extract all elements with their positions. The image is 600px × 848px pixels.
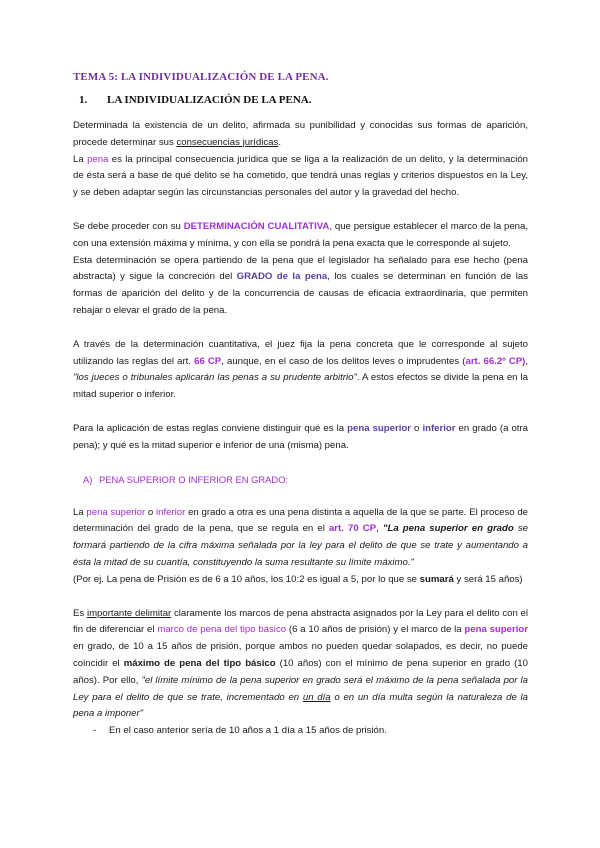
article-ref: art. 70 CP	[328, 523, 377, 535]
text: La	[73, 506, 87, 518]
term-determinacion-cualitativa: DETERMINACIÓN CUALITATIVA	[183, 220, 330, 232]
paragraph-reglas	[73, 421, 528, 455]
text: . A estos efectos se divide la pena en la mitad superior o inferior.	[73, 372, 528, 401]
paragraph-delimitar	[73, 606, 528, 724]
text: Para la aplicación de estas reglas conviene distinguir qué es la	[73, 422, 348, 434]
term-pena: pena	[87, 153, 109, 165]
bold-text: máximo de pena del tipo básico	[123, 657, 276, 669]
paragraph-determinacion	[73, 219, 528, 253]
text: claramente los marcos de pena abstracta asignados por la Ley para el delito con el fin de diferenciar el	[73, 607, 528, 636]
document-body	[73, 70, 528, 739]
paragraph-intro	[73, 118, 528, 152]
subsection-heading	[83, 472, 528, 488]
text: es la principal consecuencia jurídica que se liga a la realización de un delito, y la determinación de ésta será a base de qué delito se ha cometido, que tendrá unas reglas y criterios dispuestos en la Ley, y se deben adaptar según las circunstancias personales del autor y la gravedad del hecho.	[73, 153, 528, 199]
quote: "el límite mínimo de la pena superior en grado será el máximo de la pena señalada por la Ley para el delito de que se trate, incrementado en	[73, 674, 528, 703]
quote-bold: "La pena superior en grado	[382, 523, 514, 535]
paragraph-pena	[73, 152, 528, 202]
bullet-dash: -	[93, 725, 97, 737]
bullet-text: En el caso anterior sería de 10 años a 1 día a 15 años de prisión.	[109, 725, 387, 737]
term-pena-superior: pena superior	[347, 422, 411, 434]
text: Determinada la existencia de un delito, afirmada su punibilidad y conocidas sus formas de aparición, procede determinar sus	[73, 120, 528, 148]
text: en grado, de 10 a 15 años de prisión, porque ambos no pueden quedar solapados, es decir, no puede coincidir el	[73, 641, 528, 669]
quote-underlined: un día	[302, 691, 331, 703]
text: Se debe proceder con su	[73, 220, 184, 232]
text: La	[73, 153, 88, 165]
bold-text: sumará	[419, 573, 454, 585]
text: , los cuales se determinan en función de las formas de aparición del delito y de la concurrencia de causas de eficacia extraordinaria, que permiten rebajar o elevar el grado de la pena.	[73, 271, 529, 316]
article-ref: art. 66.2º CP)	[465, 355, 526, 367]
paragraph-ejemplo	[73, 572, 528, 589]
term-grado: GRADO de la pena	[236, 271, 328, 283]
text: o	[145, 506, 156, 518]
text: Esta determinación se opera partiendo de la pena que el legislador ha señalado para ese hecho (pena abstracta) y sigue la concreción del	[73, 254, 528, 283]
text: A través de la determinación cuantitativa, el juez fija la pena concreta que le corresponde al sujeto utilizando las reglas del art.	[73, 338, 528, 367]
text: , que persigue establecer el marco de la pena, con una extensión máxima y mínima, y con ella se pondrá la pena exacta que le corresponde al sujeto.	[73, 220, 529, 249]
bullet-item	[93, 723, 528, 739]
text: (6 a 10 años de prisión) y el marco de la	[286, 624, 465, 636]
term-inferior: inferior	[156, 506, 186, 518]
quote: "los jueces o tribunales aplicarán las penas a su prudente arbitrio"	[73, 372, 357, 384]
section-heading	[79, 93, 528, 107]
text: ,	[525, 355, 528, 367]
quote: se formará partiendo de la cifra máxima señalada por la ley para el delito de que se trate y aumentando a ésta la mitad de su cuantía, constituyendo la suma resultante su límite máximo."	[73, 523, 528, 568]
text: o	[410, 422, 423, 434]
term-marco-basico: marco de pena del tipo básico	[157, 624, 287, 636]
article-ref: 66 CP	[194, 355, 222, 367]
text: Es	[73, 607, 87, 619]
text: en grado (a otra pena); y qué es la mitad superior e inferior de una (misma) pena.	[73, 422, 528, 451]
section-number: 1.	[79, 94, 88, 106]
paragraph-grado	[73, 253, 528, 320]
text: (Por ej. La pena de Prisión es de 6 a 10 años, los 10:2 es igual a 5, por lo que se	[73, 573, 420, 585]
text: , aunque, en el caso de los delitos leves o imprudentes (	[221, 355, 466, 367]
subsection-title: PENA SUPERIOR O INFERIOR EN GRADO:	[99, 473, 289, 485]
text: (10 años) con el mínimo de pena superior en grado (10 años). Por ello,	[73, 657, 528, 686]
text: y será 15 años)	[453, 573, 523, 585]
section-title: LA INDIVIDUALIZACIÓN DE LA PENA.	[107, 94, 312, 106]
paragraph-cuantitativa	[73, 337, 528, 404]
subsection-letter: A)	[83, 473, 93, 485]
consecuencias-link: consecuencias jurídicas	[176, 136, 279, 148]
quote: o en un día multa según la naturaleza de la pena a imponer"	[73, 691, 528, 720]
text: .	[278, 136, 281, 148]
underlined-text: importante delimitar	[86, 607, 172, 619]
text: en grado a otra es una pena distinta a aquella de la que se parte. El proceso de determinación del grado de la pena, que se regula en el	[73, 506, 529, 535]
page-title: TEMA 5: LA INDIVIDUALIZACIÓN DE LA PENA.	[73, 71, 329, 83]
term-inferior: inferior	[422, 422, 456, 434]
term-pena-superior: pena superior	[464, 624, 528, 636]
paragraph-pena-superior	[73, 505, 528, 572]
text: ,	[376, 523, 383, 535]
term-pena-superior: pena superior	[86, 506, 146, 518]
